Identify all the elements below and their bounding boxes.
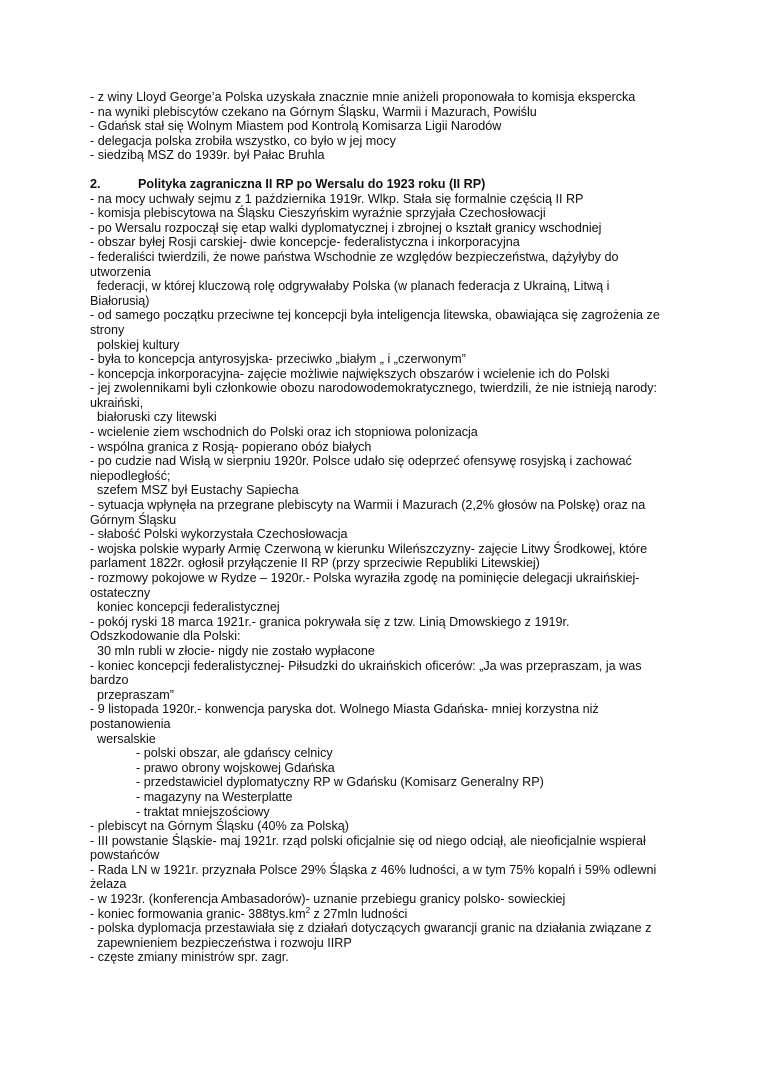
text-line: 30 mln rubli w złocie- nigdy nie zostało wypłacone xyxy=(90,643,375,658)
text-line: ukraiński, xyxy=(90,395,144,410)
body-section-b xyxy=(90,819,670,965)
text-line: koniec koncepcji federalistycznej xyxy=(90,600,280,615)
area-line xyxy=(90,907,670,922)
body-section-a xyxy=(90,192,670,747)
text-line: - od samego początku przeciwne tej koncepcji była inteligencja litewska, obawiająca się zagrożenia ze xyxy=(90,308,660,323)
text-line: federacji, w której kluczową rolę odgrywałaby Polska (w planach federacja z Ukrainą, Litwą i xyxy=(90,279,610,294)
document-content xyxy=(90,90,670,965)
text-line: - słabość Polski wykorzystała Czechosłowacja xyxy=(90,527,348,542)
text-line: - 9 listopada 1920r.- konwencja paryska dot. Wolnego Miasta Gdańska- mniej korzystna niż xyxy=(90,702,599,717)
area-line-start: - koniec formowania granic- 388tys.km xyxy=(90,906,306,921)
text-line: - po Wersalu rozpoczął się etap walki dyplomatycznej i zbrojnej o kształt granicy wschodniej xyxy=(90,220,602,235)
text-line: Odszkodowanie dla Polski: xyxy=(90,629,241,644)
text-line: - pokój ryski 18 marca 1921r.- granica pokrywała się z tzw. Linią Dmowskiego z 1919r. xyxy=(90,614,570,629)
text-line: - delegacja polska zrobiła wszystko, co było w jej mocy xyxy=(90,133,396,148)
text-line: - jej zwolennikami byli członkowie obozu narodowodemokratycznego, twierdzili, że nie istnieją narody: xyxy=(90,381,657,396)
intro-section xyxy=(90,90,670,163)
text-line: zapewnieniem bezpieczeństwa i rozwoju IIRP xyxy=(90,935,352,950)
text-line: - III powstanie Śląskie- maj 1921r. rząd polski oficjalnie się od niego odciął, ale nieoficjalnie wspierał xyxy=(90,833,646,848)
text-line: - obszar byłej Rosji carskiej- dwie koncepcje- federalistyczna i inkorporacyjna xyxy=(90,235,520,250)
text-line: - sytuacja wpłynęła na przegrane plebiscyty na Warmii i Mazurach (2,2% głosów na Polskę) oraz na xyxy=(90,498,646,513)
text-line: powstańców xyxy=(90,848,160,863)
text-line: - była to koncepcja antyrosyjska- przeciwko „białym „ i „czerwonym” xyxy=(90,352,466,367)
text-line: - Gdańsk stał się Wolnym Miastem pod Kontrolą Komisarza Ligii Narodów xyxy=(90,119,502,134)
text-line: - plebiscyt na Górnym Śląsku (40% za Polską) xyxy=(90,819,349,834)
sub-item: - traktat mniejszościowy xyxy=(136,804,270,819)
text-line: Białorusią) xyxy=(90,293,150,308)
text-line: przepraszam” xyxy=(90,687,174,702)
section-title: Polityka zagraniczna II RP po Wersalu do 1923 roku (II RP) xyxy=(138,176,486,191)
text-line: - na wyniki plebiscytów czekano na Górnym Śląsku, Warmii i Mazurach, Powiślu xyxy=(90,104,537,119)
text-line: szefem MSZ był Eustachy Sapiecha xyxy=(90,483,299,498)
text-line: - z winy Lloyd George’a Polska uzyskała znacznie mnie aniżeli proponowała to komisja ekspercka xyxy=(90,90,636,104)
text-line: - federaliści twierdzili, że nowe państwa Wschodnie ze względów bezpieczeństwa, dążyłyby do xyxy=(90,249,619,264)
area-line-end: z 27mln ludności xyxy=(310,906,408,921)
text-line: - na mocy uchwały sejmu z 1 października 1919r. Wlkp. Stała się formalnie częścią II RP xyxy=(90,191,584,206)
text-line: żelaza xyxy=(90,877,127,892)
text-line: - koniec koncepcji federalistycznej- Piłsudzki do ukraińskich oficerów: „Ja was przepraszam, ja was xyxy=(90,658,642,673)
text-line: strony xyxy=(90,322,125,337)
text-line: wersalskie xyxy=(90,731,156,746)
text-line: Górnym Śląsku xyxy=(90,512,177,527)
text-line: - po cudzie nad Wisłą w sierpniu 1920r. Polsce udało się odeprzeć ofensywę rosyjską i zachować xyxy=(90,454,632,469)
text-line: utworzenia xyxy=(90,264,151,279)
text-line: bardzo xyxy=(90,673,129,688)
sub-item: - prawo obrony wojskowej Gdańska xyxy=(136,760,335,775)
text-line: - w 1923r. (konferencja Ambasadorów)- uznanie przebiegu granicy polsko- sowieckiej xyxy=(90,892,566,907)
text-line: postanowienia xyxy=(90,716,171,731)
sub-item: - magazyny na Westerplatte xyxy=(136,789,293,804)
text-line: - Rada LN w 1921r. przyznała Polsce 29% Śląska z 46% ludności, a w tym 75% kopalń i 59% odlewni xyxy=(90,862,657,877)
sub-item-list xyxy=(90,746,670,819)
text-line: parlament 1822r. ogłosił przyłączenie II RP (przy sprzeciwie Republiki Litewskiej) xyxy=(90,556,540,571)
text-line: - siedzibą MSZ do 1939r. był Pałac Bruhla xyxy=(90,148,325,163)
text-line: - komisja plebiscytowa na Śląsku Cieszyńskim wyraźnie sprzyjała Czechosłowacji xyxy=(90,206,546,221)
section-heading xyxy=(90,177,670,192)
section-number: 2. xyxy=(90,176,101,191)
text-line: białoruski czy litewski xyxy=(90,410,217,425)
sub-item: - polski obszar, ale gdańscy celnicy xyxy=(136,746,333,761)
text-line: - wspólna granica z Rosją- popierano obóz białych xyxy=(90,439,372,454)
text-line: - polska dyplomacja przestawiała się z działań dotyczących gwarancji granic na działania związane z xyxy=(90,921,652,936)
text-line: ostateczny xyxy=(90,585,151,600)
text-line: - częste zmiany ministrów spr. zagr. xyxy=(90,950,289,965)
text-line: - wcielenie ziem wschodnich do Polski oraz ich stopniowa polonizacja xyxy=(90,425,478,440)
area-superscript: 2 xyxy=(305,905,311,915)
text-line: polskiej kultury xyxy=(90,337,180,352)
text-line: niepodległość; xyxy=(90,468,171,483)
text-line: - rozmowy pokojowe w Rydze – 1920r.- Polska wyraziła zgodę na pominięcie delegacji ukraińskiej- xyxy=(90,571,640,585)
text-line: - wojska polskie wyparły Armię Czerwoną w kierunku Wileńszczyzny- zajęcie Litwy Środkowej, które xyxy=(90,541,648,556)
text-line: - koncepcja inkorporacyjna- zajęcie możliwie największych obszarów i wcielenie ich do Polski xyxy=(90,366,610,381)
sub-item: - przedstawiciel dyplomatyczny RP w Gdańsku (Komisarz Generalny RP) xyxy=(136,775,544,790)
